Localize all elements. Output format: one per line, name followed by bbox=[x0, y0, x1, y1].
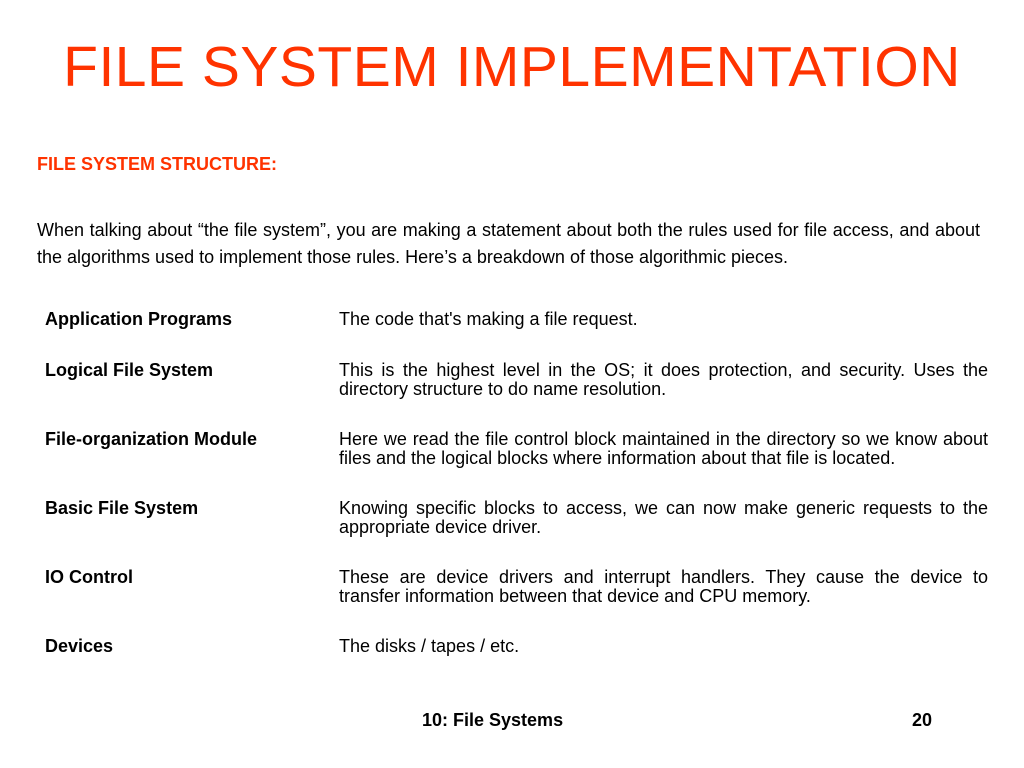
layer-row-basic-file-system bbox=[45, 497, 988, 537]
layer-row-io-control bbox=[45, 566, 988, 606]
layer-row-file-organization-module bbox=[45, 428, 988, 468]
layer-description: Here we read the file control block maintained in the directory so we know about files and the logical blocks where information about that file is located. bbox=[339, 429, 988, 468]
layer-description: These are device drivers and interrupt handlers. They cause the device to transfer information between that device and CPU memory. bbox=[339, 567, 988, 606]
layer-description: Knowing specific blocks to access, we can now make generic requests to the appropriate device driver. bbox=[339, 498, 988, 537]
slide-title: FILE SYSTEM IMPLEMENTATION bbox=[63, 35, 961, 99]
layer-name: Devices bbox=[45, 636, 114, 656]
layer-row-application-programs bbox=[45, 308, 988, 330]
layer-table bbox=[45, 308, 988, 686]
layer-description: The code that's making a file request. bbox=[339, 309, 638, 329]
layer-row-logical-file-system bbox=[45, 359, 988, 399]
page-number: 20 bbox=[912, 710, 933, 730]
intro-paragraph: When talking about “the file system”, you are making a statement about both the rules used for file access, and about the algorithms used to implement those rules. Here’s a breakdown of those algorithmic pieces. bbox=[37, 220, 980, 267]
layer-row-devices bbox=[45, 635, 988, 657]
footer-title: 10: File Systems bbox=[422, 710, 564, 730]
layer-description: The disks / tapes / etc. bbox=[339, 636, 520, 656]
layer-name: File-organization Module bbox=[45, 429, 257, 449]
layer-name: Basic File System bbox=[45, 498, 199, 518]
layer-name: Logical File System bbox=[45, 360, 214, 380]
layer-name: Application Programs bbox=[45, 309, 233, 329]
layer-description: This is the highest level in the OS; it does protection, and security. Uses the directory structure to do name resolution. bbox=[339, 360, 988, 399]
layer-name: IO Control bbox=[45, 567, 133, 587]
slide-subtitle: FILE SYSTEM STRUCTURE: bbox=[37, 154, 278, 174]
